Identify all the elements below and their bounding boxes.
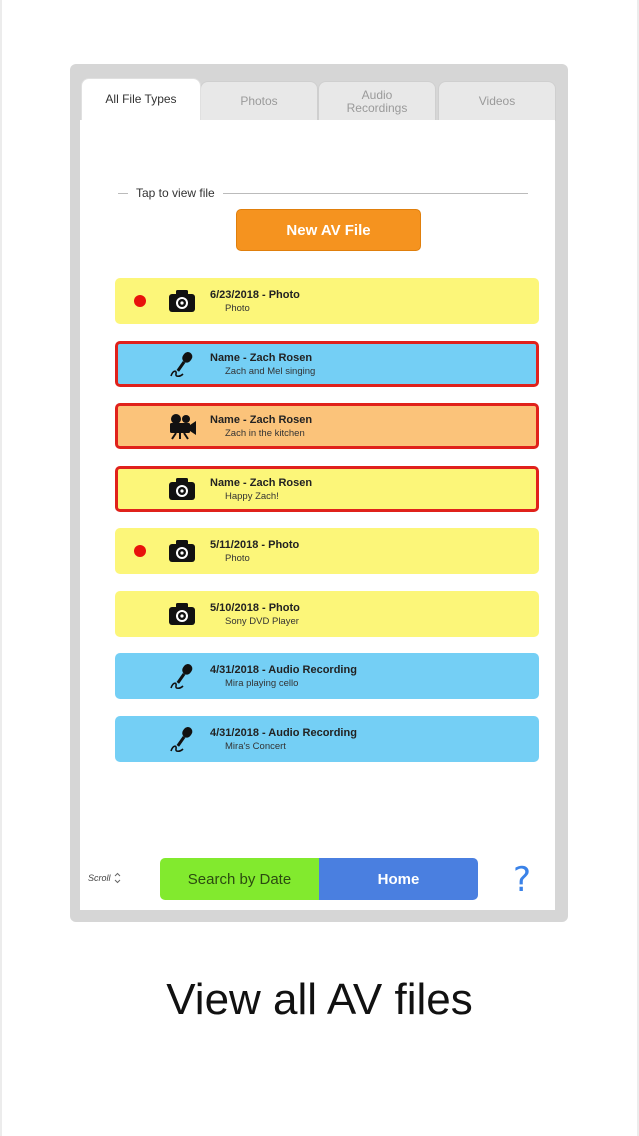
app-frame	[70, 64, 568, 922]
item-title: 5/10/2018 - Photo	[210, 601, 300, 614]
item-subtitle: Zach and Mel singing	[225, 365, 316, 377]
list-item[interactable]	[115, 466, 539, 512]
item-subtitle: Happy Zach!	[225, 490, 279, 502]
item-subtitle: Sony DVD Player	[225, 615, 299, 627]
scroll-control[interactable]	[88, 872, 121, 884]
item-title: 4/31/2018 - Audio Recording	[210, 726, 357, 739]
hint-divider	[118, 193, 128, 194]
item-subtitle: Photo	[225, 303, 250, 314]
video-camera-icon	[167, 412, 197, 440]
list-item[interactable]	[115, 403, 539, 449]
file-list-panel	[80, 120, 555, 910]
tab-audio-recordings[interactable]	[318, 81, 436, 121]
hint-row	[118, 186, 528, 200]
new-av-file-button[interactable]: New AV File	[236, 209, 421, 251]
list-item[interactable]	[115, 278, 539, 324]
up-down-chevron-icon	[114, 872, 121, 884]
hint-divider	[223, 193, 528, 194]
item-title: 5/11/2018 - Photo	[210, 539, 300, 551]
search-by-date-button[interactable]: Search by Date	[160, 858, 319, 900]
list-item[interactable]	[115, 653, 539, 699]
item-subtitle: Mira's Concert	[225, 740, 286, 752]
help-icon[interactable]: ?	[513, 860, 532, 900]
tab-all-file-types[interactable]	[81, 78, 201, 120]
item-title: Name - Zach Rosen	[210, 414, 313, 426]
camera-icon	[167, 600, 197, 628]
item-title: 6/23/2018 - Photo	[210, 289, 300, 301]
tab-label: Videos	[478, 94, 516, 108]
microphone-icon	[167, 350, 197, 378]
microphone-icon	[167, 662, 197, 690]
unviewed-dot	[134, 545, 146, 557]
item-title: Name - Zach Rosen	[210, 351, 313, 364]
tab-photos[interactable]	[200, 81, 318, 121]
list-item[interactable]	[115, 341, 539, 387]
list-item[interactable]	[115, 716, 539, 762]
caption: View all AV files	[166, 975, 473, 1024]
tab-videos[interactable]	[438, 81, 556, 121]
tab-label: All File Types	[105, 92, 177, 106]
microphone-icon	[167, 725, 197, 753]
item-title: 4/31/2018 - Audio Recording	[210, 664, 357, 676]
tab-label: Photos	[240, 94, 278, 108]
item-subtitle: Photo	[225, 553, 250, 564]
home-button[interactable]: Home	[319, 858, 478, 900]
camera-icon	[167, 475, 197, 503]
scroll-label: Scroll	[88, 873, 111, 883]
hint-text: Tap to view file	[136, 186, 215, 200]
tab-label: Audio Recordings	[346, 87, 408, 115]
unviewed-dot	[134, 295, 146, 307]
item-subtitle: Zach in the kitchen	[225, 428, 305, 439]
list-item[interactable]	[115, 591, 539, 637]
item-title: Name - Zach Rosen	[210, 476, 313, 489]
camera-icon	[167, 537, 197, 565]
footer-segmented-control	[160, 858, 478, 900]
item-subtitle: Mira playing cello	[225, 678, 299, 689]
list-item[interactable]	[115, 528, 539, 574]
camera-icon	[167, 287, 197, 315]
